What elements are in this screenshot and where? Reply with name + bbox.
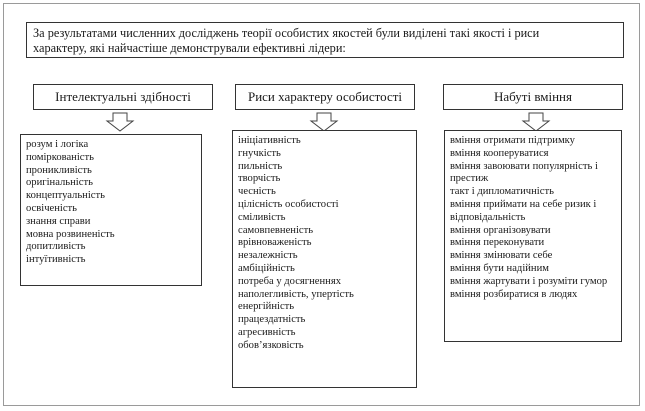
list-item: незалежність xyxy=(238,250,298,262)
list-item: вміння жартувати і розуміти гумор xyxy=(450,275,608,287)
list-item: врівноваженість xyxy=(238,237,312,249)
list-item: оригінальність xyxy=(26,177,93,189)
intellect-list xyxy=(20,134,202,286)
list-item: вміння кооперуватися xyxy=(450,147,549,159)
down-arrow-icon xyxy=(309,112,339,132)
list-item: вміння змінювати себе xyxy=(450,250,553,262)
down-arrow-icon xyxy=(521,112,551,132)
list-item: вміння отримати підтримку xyxy=(450,135,575,146)
list-item: інтуїтивність xyxy=(26,254,86,266)
intro-line-2: характеру, які найчастіше демонстрували ефективні лідери: xyxy=(33,41,346,55)
intro-line-1: За результатами численних досліджень теорії особистих якостей були виділені такі якості і риси xyxy=(33,26,540,40)
list-item: концептуальність xyxy=(26,190,105,202)
character-list xyxy=(232,130,417,388)
list-item: вміння переконувати xyxy=(450,237,545,249)
list-item: працездатність xyxy=(238,314,306,326)
list-item: мовна розвиненість xyxy=(26,228,115,240)
list-item: розум і логіка xyxy=(26,139,89,150)
list-item: допитливість xyxy=(26,241,86,253)
list-item: такт і дипломатичність xyxy=(450,186,554,198)
list-item: вміння організовувати xyxy=(450,224,551,236)
list-item: творчість xyxy=(238,173,281,185)
list-item: чесність xyxy=(238,186,276,198)
down-arrow-icon xyxy=(105,112,135,132)
header-intellect: Інтелектуальні здібності xyxy=(33,84,213,110)
intro-text-box xyxy=(26,22,624,58)
header-skills: Набуті вміння xyxy=(443,84,623,110)
list-item: сміливість xyxy=(238,211,286,223)
list-item: пильність xyxy=(238,160,283,172)
list-item: вміння розбиратися в людях xyxy=(450,288,578,300)
list-item: проникливість xyxy=(26,164,92,176)
list-item: вміння приймати на себе ризик і відповідальність xyxy=(450,198,597,223)
list-item: наполегливість, упертість xyxy=(238,288,354,300)
list-item: самовпевненість xyxy=(238,224,314,236)
list-item: освіченість xyxy=(26,202,78,214)
list-item: ініціативність xyxy=(238,135,301,146)
list-item: гнучкість xyxy=(238,147,281,159)
header-character: Риси характеру особистості xyxy=(235,84,415,110)
list-item: агресивність xyxy=(238,326,296,338)
list-item: вміння завоювати популярність і престиж xyxy=(450,160,598,185)
list-item: амбіційність xyxy=(238,262,295,274)
skills-list xyxy=(444,130,622,342)
list-item: знання справи xyxy=(26,215,91,227)
list-item: поміркованість xyxy=(26,151,94,163)
list-item: обов’язковість xyxy=(238,339,304,351)
list-item: енергійність xyxy=(238,301,295,313)
list-item: цілісність особистості xyxy=(238,198,339,210)
list-item: вміння бути надійним xyxy=(450,262,549,274)
list-item: потреба у досягненнях xyxy=(238,275,342,287)
